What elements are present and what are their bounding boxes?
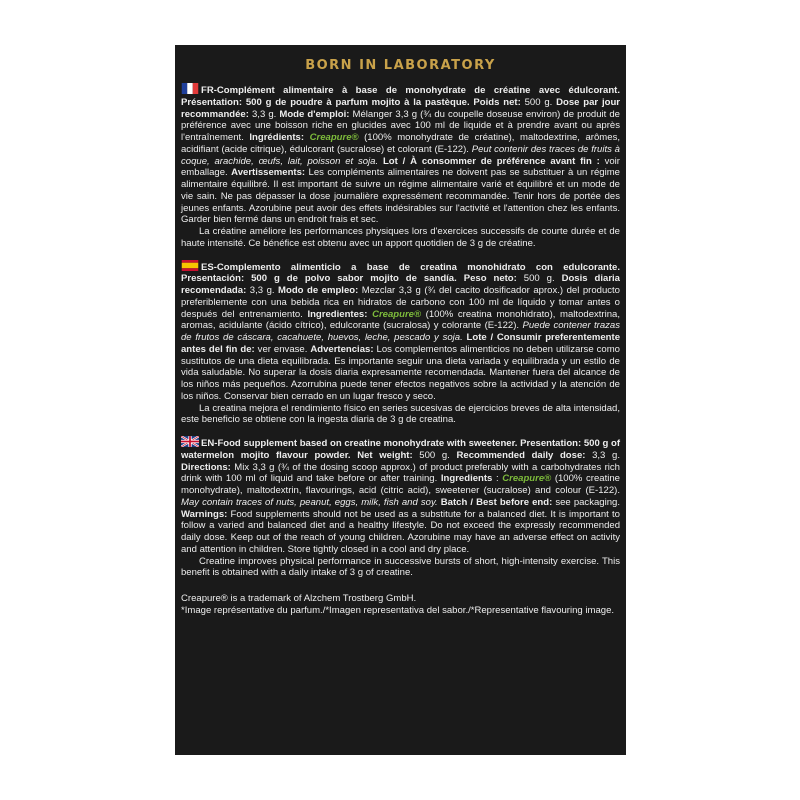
en-ingredients-sep: : (492, 473, 503, 485)
en-claim: Creatine improves physical performance in successive bursts of short, high-intensity exercise. This benefit is obtained with a daily intake of 3 g of creatine. (181, 555, 620, 579)
fr-creapure: Creapure® (309, 132, 359, 143)
es-warnings-label: Advertencias: (310, 343, 374, 355)
es-mode-label: Modo de empleo: (278, 285, 359, 296)
en-warnings-label: Warnings: (181, 508, 228, 520)
fr-lot-label: Lot / À consommer de préférence avant fin : (378, 155, 600, 167)
en-creapure: Creapure® (502, 473, 552, 485)
en-title: EN-Food supplement based on creatine monohydrate with sweetener. (201, 438, 518, 449)
fr-traces: Peut contenir des traces de fruits à coque, arachide, œufs, lait, poisson et soja. (181, 143, 620, 167)
en-dose-label: Recommended daily dose: (456, 449, 586, 461)
en-dose-value: 3,3 g. (585, 449, 620, 461)
product-label (175, 45, 626, 755)
fr-mode-text: Mélanger 3,3 g (¾ du coupelle doseuse environ) de produit de préférence avec une boisson riche en glucides avec 100 ml de liquide et à prendre avant ou après l'entraînement. (181, 108, 620, 143)
en-warnings-text: Food supplements should not be used as a substitute for a balanced diet. It is important to follow a varied and balanced diet and a healthy lifestyle. Do not exceed the expressly recommended daily dose. Keep out of the reach of young children. Azorubine may have an adverse effect on activity and attention in children. Store tightly closed in a cool and dry place. (181, 508, 620, 555)
fr-lot-value: voir emballage. (181, 155, 620, 179)
es-warnings-text: Los complementos alimenticios no deben utilizarse como sustitutos de una dieta equilibrada. Es importante seguir una dieta variada y equilibrada y un estilo de vida saludable. No superar la dosis diaria expresamente recomendada. Mantener fuera del alcance de los niños más pequeños. Azorrubina puede tener efectos negativos sobre la actividad y la atención de los niños. Conservar bien cerrado en un lugar fresco y seco. (181, 343, 620, 402)
spain-flag-icon (181, 260, 199, 271)
fr-presentation-label: Présentation: 500 g de poudre à parfum mojito à la pastèque. Poids net: (181, 96, 521, 108)
brand-title: BORN IN LABORATORY (305, 58, 496, 73)
es-ingredients-text: (100% creatina monohidrato), maltodextrina, aromas, acidulante (ácido cítrico), edulcorante (sucralosa) y colorante (E-122). (181, 308, 621, 332)
es-lot-label: Lote / Consumir preferentemente antes del fin de: (181, 332, 621, 355)
section-es (181, 260, 620, 427)
section-fr (181, 83, 620, 250)
es-title: ES-Complemento alimenticio a base de creatina monohidrato con edulcorante. (201, 261, 620, 273)
uk-flag-icon (181, 436, 199, 447)
france-flag-icon (181, 83, 199, 94)
en-traces: May contain traces of nuts, peanut, eggs, milk, fish and soy. (181, 496, 438, 508)
es-lot-value: ver envase. (254, 343, 311, 355)
en-mode-label: Directions: (181, 461, 231, 473)
es-claim: La creatina mejora el rendimiento físico en series sucesivas de ejercicios breves de alta intensidad, este beneficio se obtiene con la ingesta diaria de 3 g de creatina. (181, 402, 620, 426)
fr-ingredients-label: Ingrédients: (249, 132, 305, 143)
footer (181, 593, 620, 617)
es-ingredients-label: Ingredientes: (307, 308, 368, 320)
es-net-weight: 500 g. (516, 273, 562, 285)
en-ingredients-label: Ingredients (440, 473, 493, 485)
fr-mode-label: Mode d'emploi: (279, 108, 350, 120)
fr-claim: La créatine améliore les performances physiques lors d'exercices successifs de courte durée et de haute intensité. Ce bénéfice est obtenu avec un apport quotidien de 3 g de créatine. (181, 226, 620, 249)
fr-net-weight: 500 g. (520, 96, 557, 108)
fr-dose-value: 3,3 g. (248, 108, 280, 120)
es-dose-label: Dosis diaria recomendada: (181, 273, 620, 296)
en-lot-label: Batch / Best before end: (437, 496, 553, 508)
en-net-weight: 500 g. (412, 449, 457, 461)
es-dose-value: 3,3 g. (246, 285, 279, 296)
es-mode-text: Mezclar 3,3 g (¾ del cacito dosificador aprox.) del producto preferiblemente con una bebida rica en hidratos de carbono con 100 ml de líquido y tomar antes o después del entrenamiento. (181, 285, 620, 320)
fr-title: FR-Complément alimentaire à base de monohydrate de créatine avec édulcorant. (201, 85, 620, 96)
en-lot-value: see packaging. (552, 496, 620, 508)
fr-dose-label: Dose par jour recommandée: (181, 96, 620, 120)
es-presentation-label: Presentación: 500 g de polvo sabor mojito de sandía. Peso neto: (181, 273, 517, 285)
trademark-note: Creapure® is a trademark of Alzchem Trostberg GmbH. (181, 593, 417, 604)
label-content (181, 83, 620, 617)
fr-ingredients-text: (100% monohydrate de créatine), maltodextrine, arômes, acidifiant (acide citrique), édulcorant (sucralose) et colorant (E-122). (181, 132, 620, 155)
en-ingredients-text: (100% creatine monohydrate), maltodextrin, flavourings, acid (citric acid), sweetener (sucralose) and colour (E-122). (181, 473, 620, 496)
section-en (181, 436, 620, 579)
image-note: *Image représentative du parfum./*Imagen representativa del sabor./*Representative flavouring image. (181, 604, 615, 616)
fr-warnings-text: Les compléments alimentaires ne doivent pas se substituer à un régime alimentaire équilibré. Il est important de suivre un régime alimentaire varié et équilibré et un mode de vie sain. Ne pas dépasser la dose journalière expressément recommandée. Tenir hors de portée des jeunes enfants. Azorubine peut avoir des effets indésirables sur l'activité et l'attention chez les enfants. Garder bien fermé dans un endroit frais et sec. (181, 167, 620, 226)
fr-warnings-label: Avertissements: (231, 167, 306, 179)
es-creapure: Creapure® (372, 308, 422, 320)
es-traces: Puede contener trazas de frutos de cáscara, cacahuete, huevos, leche, pescado y soja. (181, 320, 621, 343)
en-mode-text: Mix 3,3 g (¾ of the dosing scoop approx.) of product preferably with a carbohydrates rich drink with 100 ml of liquid and take before or after training. (181, 461, 620, 485)
en-presentation-label: Presentation: 500 g of watermelon mojito flavour powder. Net weight: (181, 438, 621, 461)
